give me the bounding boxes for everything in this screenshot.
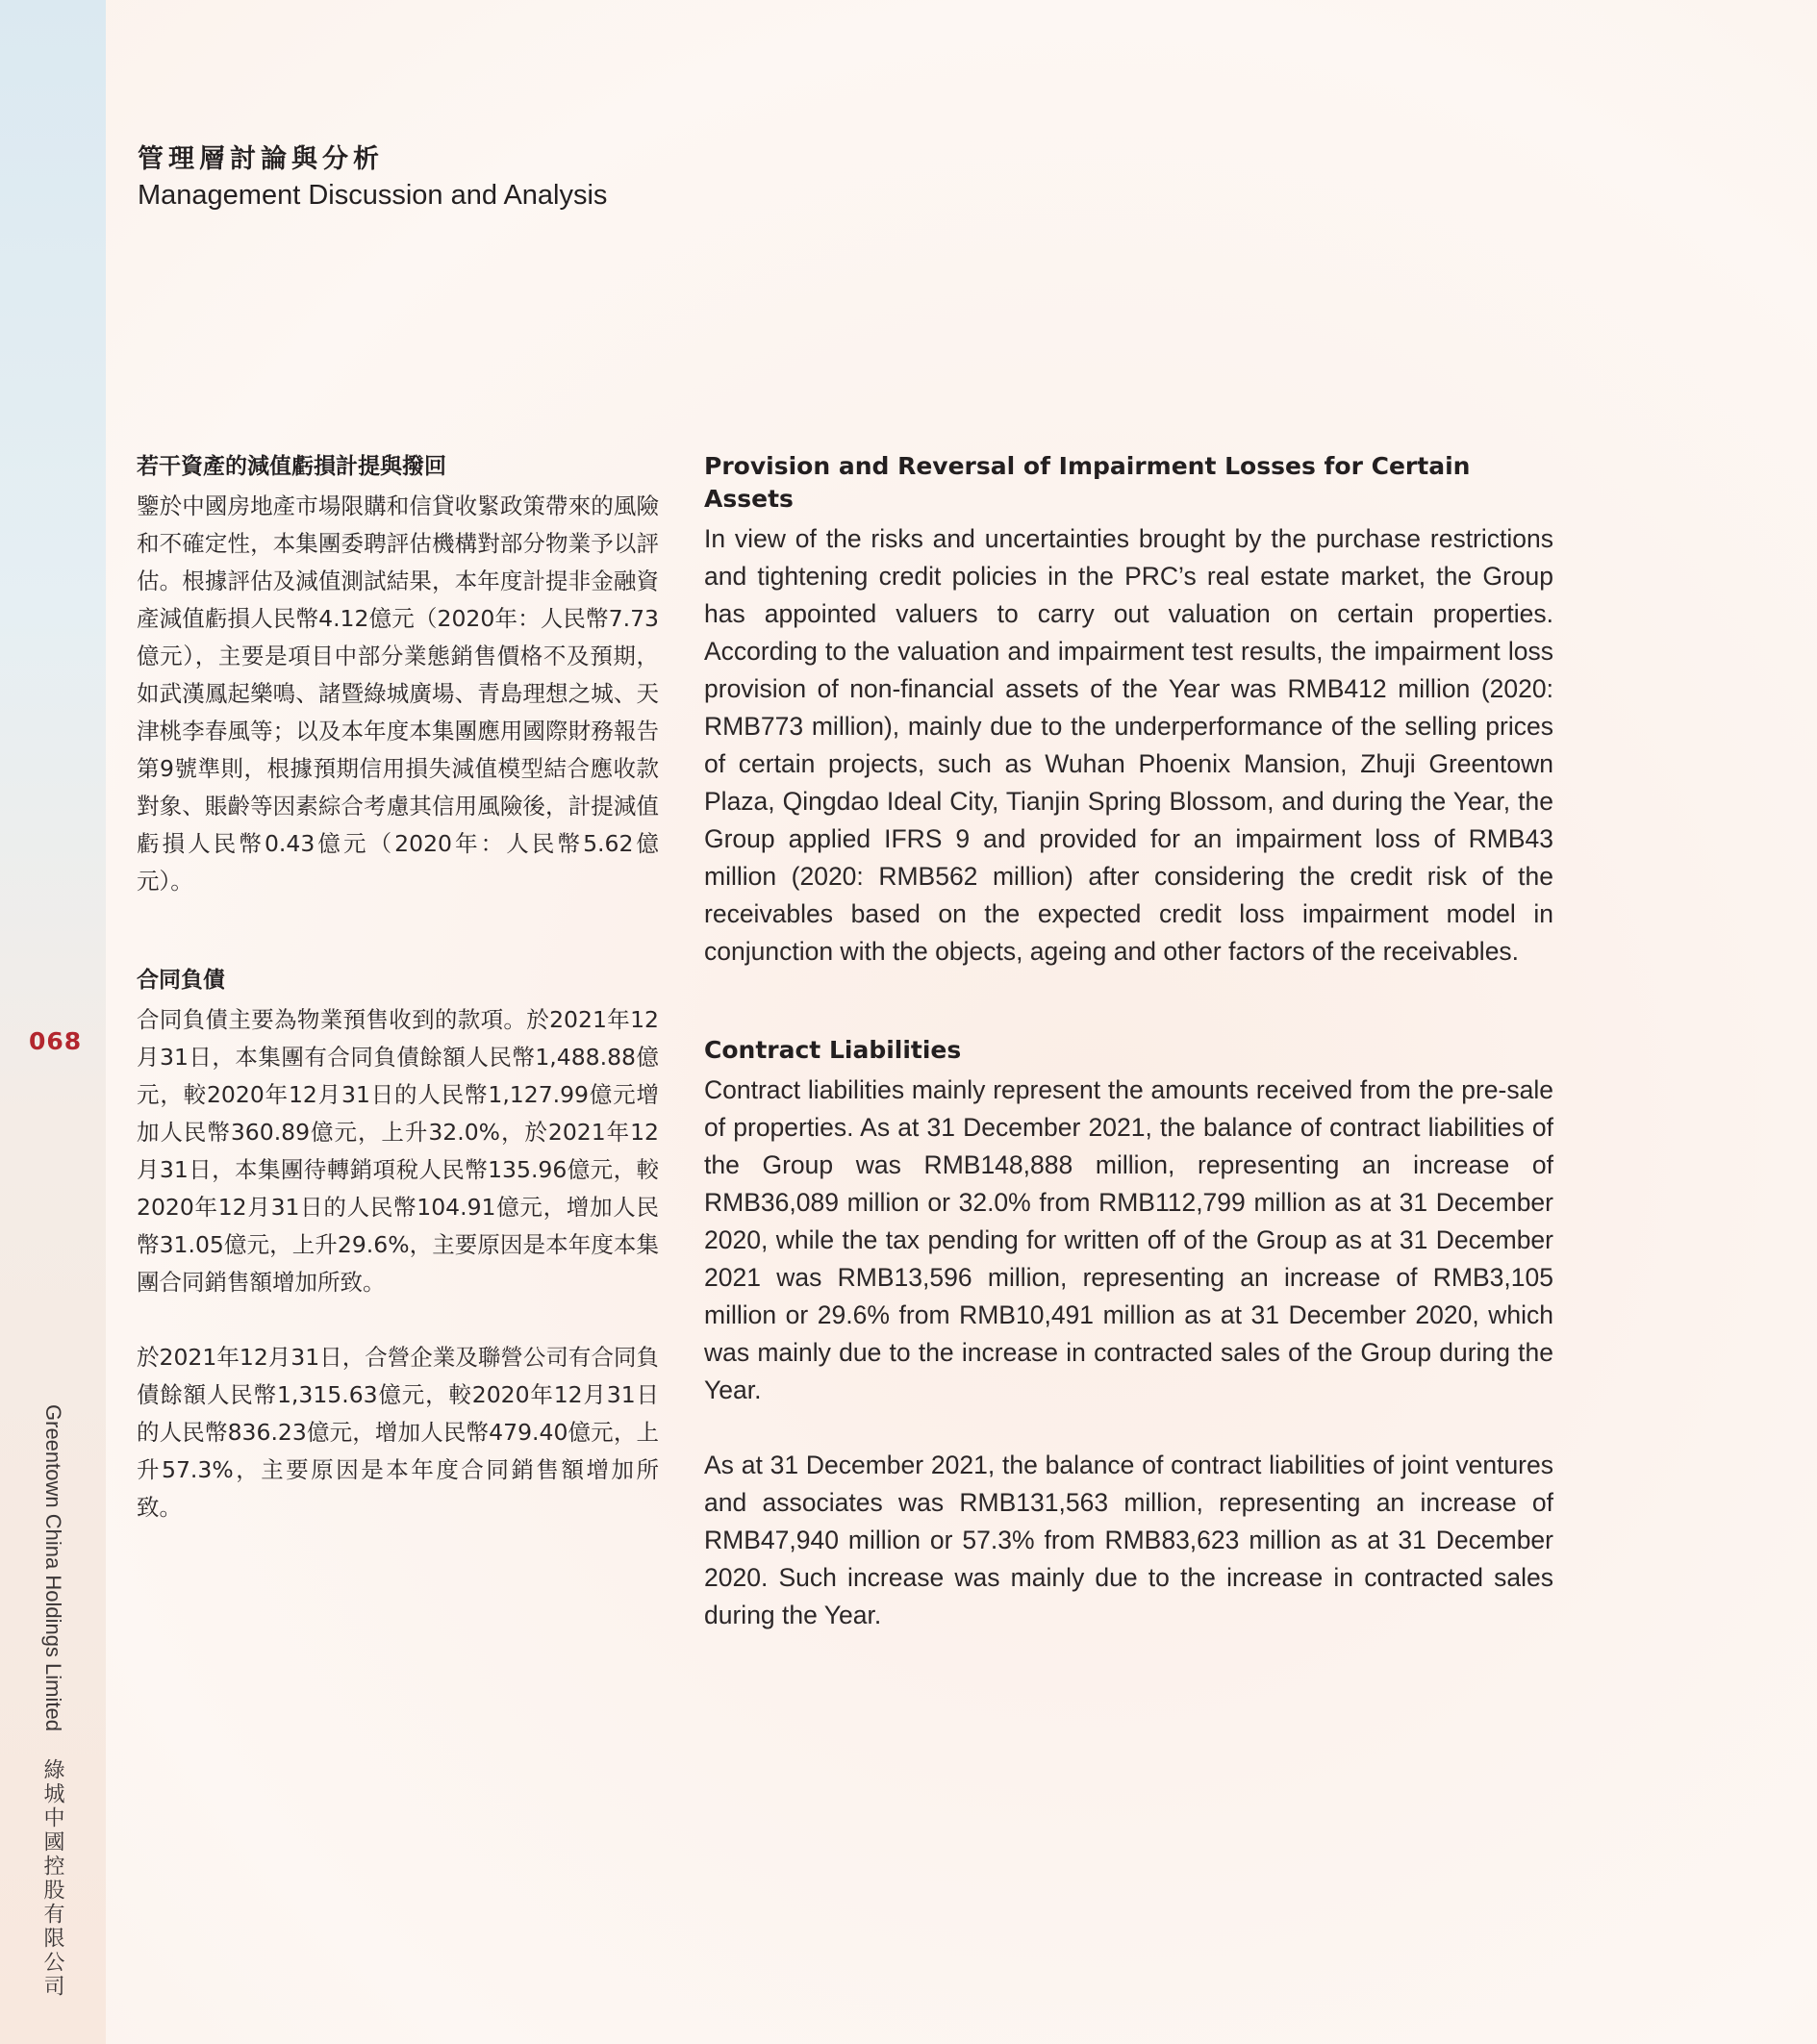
english-column xyxy=(704,450,1553,1634)
paragraph-contract-liabilities-2-en: As at 31 December 2021, the balance of contract liabilities of joint ventures and associates was RMB131,563 million, representing an increase of RMB47,940 million or 57.3% from RMB83,623 million as at 31 December 2020. Such increase was mainly due to the increase in contracted sales during the Year. xyxy=(704,1451,1553,1629)
paragraph-impairment-en: In view of the risks and uncertainties brought by the purchase restrictions and tightening credit policies in the PRC’s real estate market, the Group has appointed valuers to carry out valuation on certain properties. According to the valuation and impairment test results, the impairment loss provision of non-financial assets of the Year was RMB412 million (2020: RMB773 million), mainly due to the underperformance of the selling prices of certain projects, such as Wuhan Phoenix Mansion, Zhuji Greentown Plaza, Qingdao Ideal City, Tianjin Spring Blossom, and during the Year, the Group applied IFRS 9 and provided for an impairment loss of RMB43 million (2020: RMB562 million) after considering the credit risk of the receivables based on the expected credit loss impairment model in conjunction with the objects, ageing and other factors of the receivables. xyxy=(704,524,1553,966)
section-heading-impairment-zh: 若干資產的減值虧損計提與撥回 xyxy=(137,454,446,479)
section-heading-contract-liabilities-zh: 合同負債 xyxy=(137,968,225,993)
company-name-zh: 綠城中國控股有限公司 xyxy=(41,1758,65,2000)
paragraph-contract-liabilities-2-zh: 於2021年12月31日，合營企業及聯營公司有合同負債餘額人民幣1,315.63億元，較2020年12月31日的人民幣836.23億元，增加人民幣479.40億元，上升57.3%，主要原因是本年度合同銷售額增加所致。 xyxy=(137,1344,659,1521)
company-name-vertical xyxy=(38,1404,68,1999)
paragraph-impairment-zh: 鑒於中國房地產市場限購和信貸收緊政策帶來的風險和不確定性，本集團委聘評估機構對部分物業予以評估。根據評估及減值測試結果，本年度計提非金融資產減值虧損人民幣4.12億元（2020年：人民幣7.73億元），主要是項目中部分業態銷售價格不及預期，如武漢鳳起樂鳴、諸暨綠城廣場、青島理想之城、天津桃李春風等；以及本年度本集團應用國際財務報告第9號準則，根據預期信用損失減值模型結合應收款對象、賬齡等因素綜合考慮其信用風險後，計提減值虧損人民幣0.43億元（2020年：人民幣5.62億元）。 xyxy=(137,492,659,895)
company-name-en: Greentown China Holdings Limited xyxy=(41,1404,65,1731)
paragraph-contract-liabilities-1-en: Contract liabilities mainly represent the amounts received from the pre-sale of properties. As at 31 December 2021, the balance of contract liabilities of the Group was RMB148,888 million, representing an increase of RMB36,089 million or 32.0% from RMB112,799 million as at 31 December 2020, while the tax pending for written off of the Group as at 31 December 2021 was RMB13,596 million, representing an increase of RMB3,105 million or 29.6% from RMB10,491 million as at 31 December 2020, which was mainly due to the increase in contracted sales of the Group during the Year. xyxy=(704,1075,1553,1404)
page-number: 068 xyxy=(29,1027,83,1055)
page-title-en: Management Discussion and Analysis xyxy=(138,180,608,211)
paragraph-contract-liabilities-1-zh: 合同負債主要為物業預售收到的款項。於2021年12月31日，本集團有合同負債餘額人民幣1,488.88億元，較2020年12月31日的人民幣1,127.99億元增加人民幣360.89億元，上升32.0%，於2021年12月31日，本集團待轉銷項稅人民幣135.96億元，較2020年12月31日的人民幣104.91億元，增加人民幣31.05億元，上升29.6%，主要原因是本年度本集團合同銷售額增加所致。 xyxy=(137,1006,659,1296)
page-title-zh: 管理層討論與分析 xyxy=(138,144,384,174)
section-heading-impairment-en: Provision and Reversal of Impairment Losses for Certain Assets xyxy=(704,452,1471,513)
chinese-column xyxy=(137,450,659,1527)
page-header xyxy=(138,142,607,214)
section-heading-contract-liabilities-en: Contract Liabilities xyxy=(704,1036,962,1064)
